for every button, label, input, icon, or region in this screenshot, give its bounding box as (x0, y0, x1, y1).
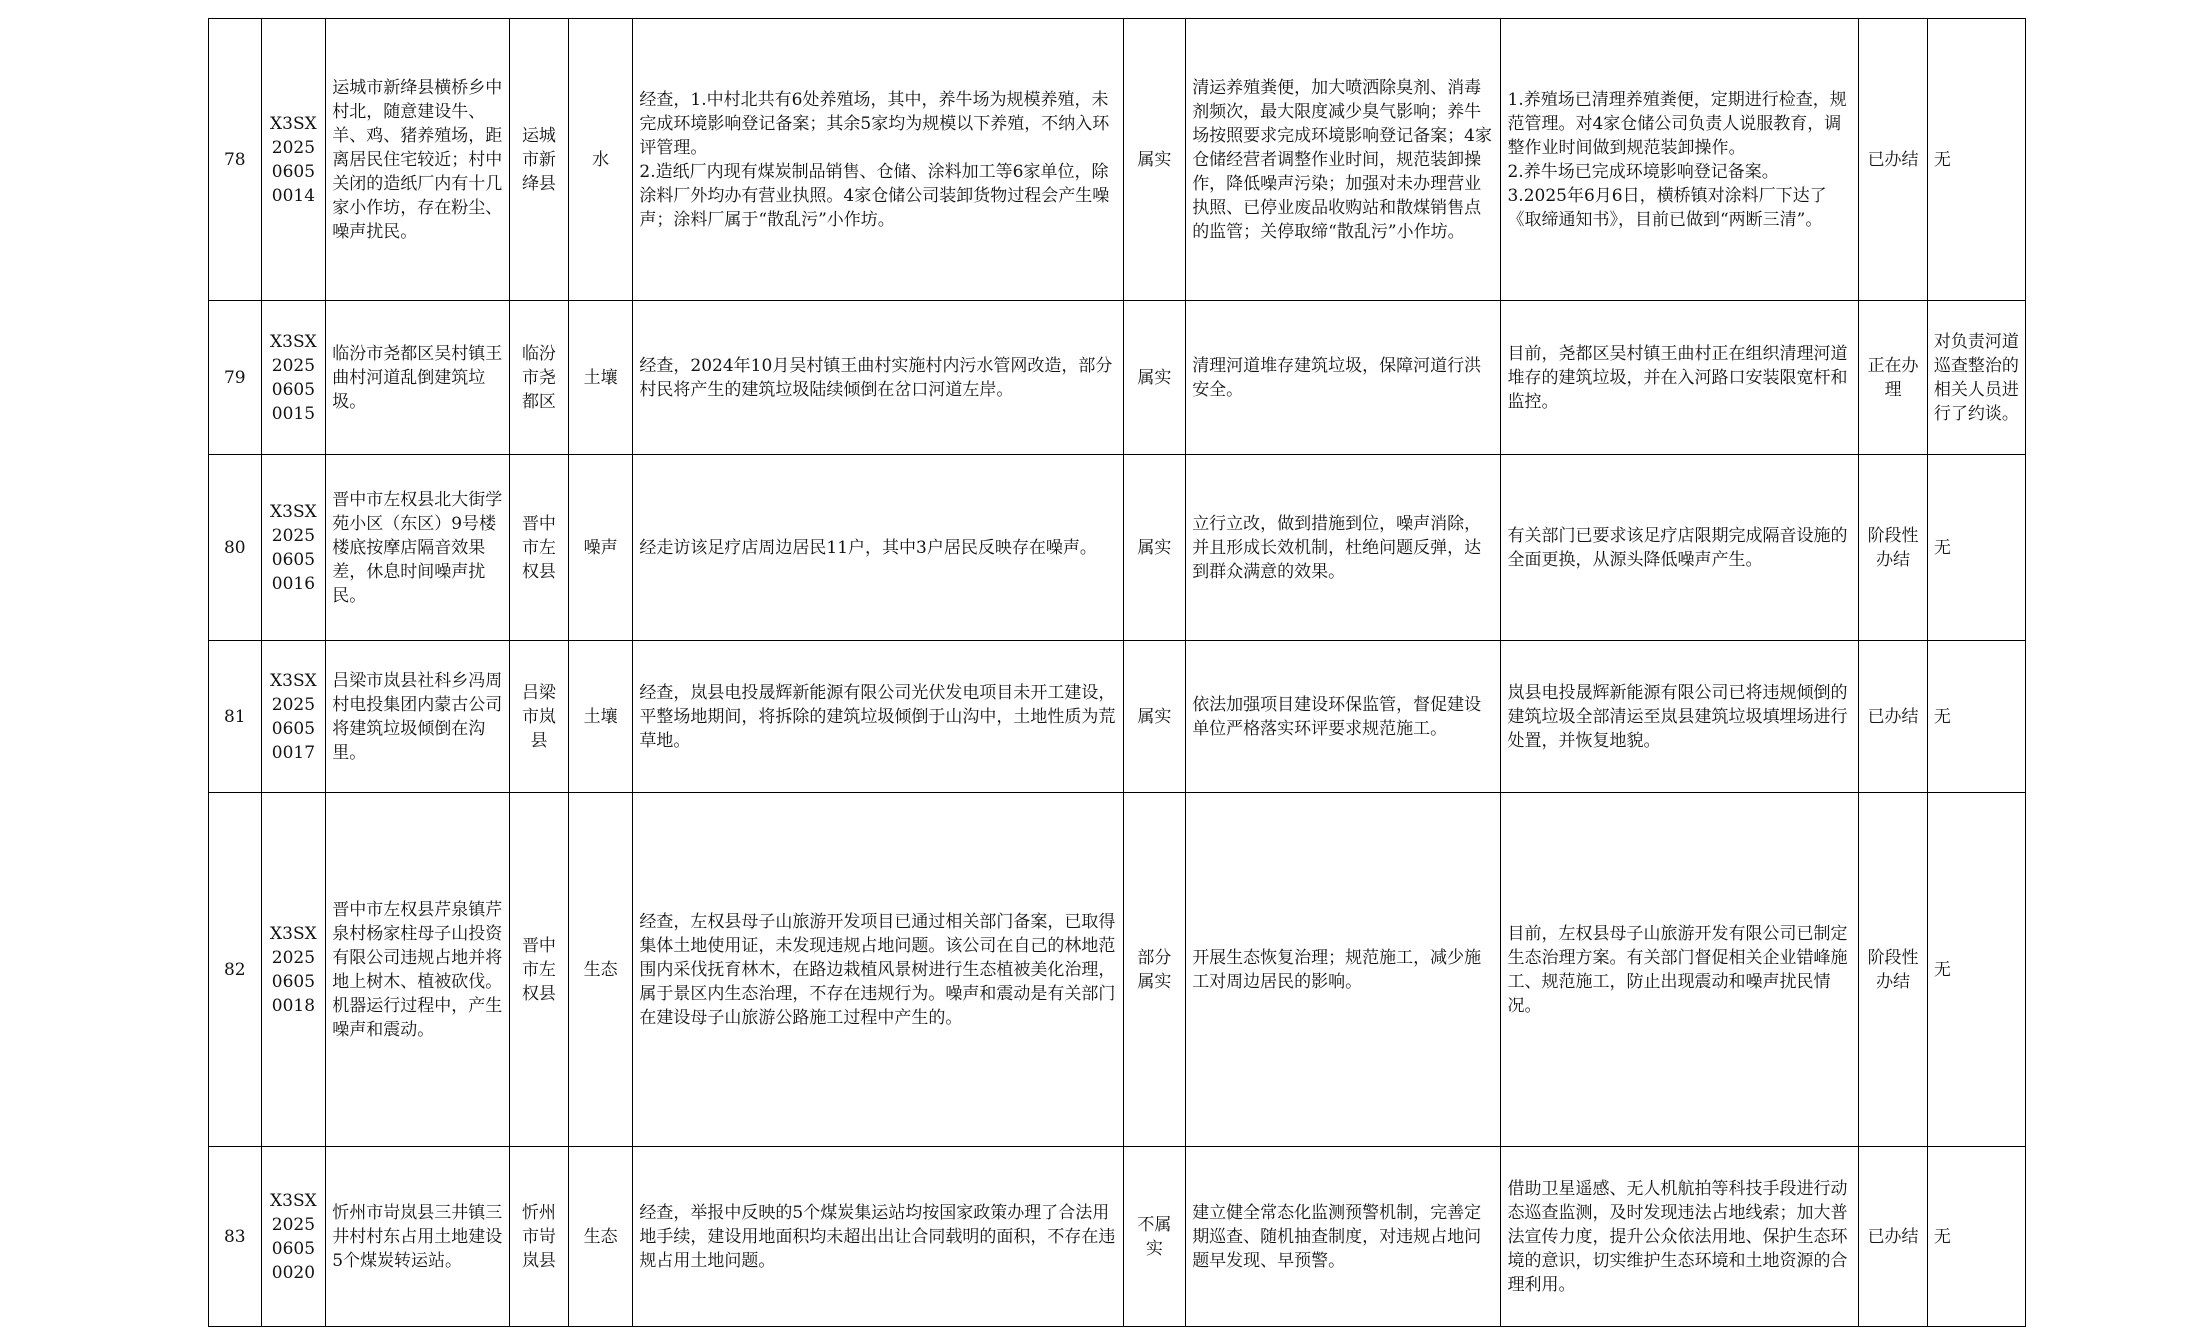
accountability-text: 无 (1927, 793, 2025, 1147)
status-text: 已办结 (1859, 641, 1928, 793)
case-code: X3SX20250605 0015 (261, 301, 326, 455)
investigation-result: 经查，举报中反映的5个煤炭集运站均按国家政策办理了合法用地手续，建设用地面积均未超出出让合同载明的面积，不存在违规占用土地问题。 (633, 1147, 1123, 1327)
verdict-badge: 不属实 (1123, 1147, 1186, 1327)
status-text: 阶段性办结 (1859, 455, 1928, 641)
status-text: 已办结 (1859, 19, 1928, 301)
complaint-text: 临汾市尧都区吴村镇王曲村河道乱倒建筑垃圾。 (326, 301, 510, 455)
rectification-measures: 目前，左权县母子山旅游开发有限公司已制定生态治理方案。有关部门督促相关企业错峰施工、规范施工，防止出现震动和噪声扰民情况。 (1501, 793, 1859, 1147)
region-name: 晋中市左权县 (510, 455, 569, 641)
table-row (209, 301, 2026, 455)
case-code: X3SX20250605 0016 (261, 455, 326, 641)
region-name: 晋中市左权县 (510, 793, 569, 1147)
region-name: 忻州市岢岚县 (510, 1147, 569, 1327)
rectification-goal: 立行立改，做到措施到位，噪声消除，并且形成长效机制，杜绝问题反弹，达到群众满意的效果。 (1186, 455, 1501, 641)
pollution-category: 生态 (568, 793, 633, 1147)
complaint-text: 运城市新绛县横桥乡中村北，随意建设牛、羊、鸡、猪养殖场，距离居民住宅较近；村中关闭的造纸厂内有十几家小作坊，存在粉尘、噪声扰民。 (326, 19, 510, 301)
status-text: 正在办理 (1859, 301, 1928, 455)
table-row (209, 641, 2026, 793)
table-row (209, 455, 2026, 641)
accountability-text: 无 (1927, 19, 2025, 301)
verdict-badge: 属实 (1123, 301, 1186, 455)
investigation-result: 经走访该足疗店周边居民11户，其中3户居民反映存在噪声。 (633, 455, 1123, 641)
complaint-table (208, 18, 2026, 1327)
row-number: 82 (209, 793, 262, 1147)
case-code: X3SX20250605 0017 (261, 641, 326, 793)
rectification-goal: 依法加强项目建设环保监管，督促建设单位严格落实环评要求规范施工。 (1186, 641, 1501, 793)
row-number: 78 (209, 19, 262, 301)
pollution-category: 水 (568, 19, 633, 301)
accountability-text: 无 (1927, 455, 2025, 641)
row-number: 79 (209, 301, 262, 455)
complaint-text: 吕梁市岚县社科乡冯周村电投集团内蒙古公司将建筑垃圾倾倒在沟里。 (326, 641, 510, 793)
table-row (209, 19, 2026, 301)
row-number: 80 (209, 455, 262, 641)
region-name: 吕梁市岚县 (510, 641, 569, 793)
complaint-text: 晋中市左权县芹泉镇芹泉村杨家柱母子山投资有限公司违规占地并将地上树木、植被砍伐。机器运行过程中，产生噪声和震动。 (326, 793, 510, 1147)
case-code: X3SX20250605 0014 (261, 19, 326, 301)
rectification-goal: 清理河道堆存建筑垃圾，保障河道行洪安全。 (1186, 301, 1501, 455)
rectification-measures: 目前，尧都区吴村镇王曲村正在组织清理河道堆存的建筑垃圾，并在入河路口安装限宽杆和监控。 (1501, 301, 1859, 455)
verdict-badge: 部分属实 (1123, 793, 1186, 1147)
row-number: 81 (209, 641, 262, 793)
verdict-badge: 属实 (1123, 641, 1186, 793)
pollution-category: 噪声 (568, 455, 633, 641)
rectification-measures: 有关部门已要求该足疗店限期完成隔音设施的全面更换，从源头降低噪声产生。 (1501, 455, 1859, 641)
rectification-measures: 1.养殖场已清理养殖粪便，定期进行检查，规范管理。对4家仓储公司负责人说服教育，调整作业时间做到规范装卸操作。 2.养牛场已完成环境影响登记备案。 3.2025年6月6日，横桥镇对涂料厂下达了《取缔通知书》，目前已做到“两断三清”。 (1501, 19, 1859, 301)
rectification-measures: 岚县电投晟辉新能源有限公司已将违规倾倒的建筑垃圾全部清运至岚县建筑垃圾填埋场进行处置，并恢复地貌。 (1501, 641, 1859, 793)
rectification-goal: 开展生态恢复治理；规范施工，减少施工对周边居民的影响。 (1186, 793, 1501, 1147)
status-text: 已办结 (1859, 1147, 1928, 1327)
investigation-result: 经查，左权县母子山旅游开发项目已通过相关部门备案，已取得集体土地使用证，未发现违规占地问题。该公司在自己的林地范围内采伐抚育林木，在路边栽植风景树进行生态植被美化治理，属于景区内生态治理，不存在违规行为。噪声和震动是有关部门在建设母子山旅游公路施工过程中产生的。 (633, 793, 1123, 1147)
pollution-category: 土壤 (568, 301, 633, 455)
row-number: 83 (209, 1147, 262, 1327)
rectification-goal: 建立健全常态化监测预警机制，完善定期巡查、随机抽查制度，对违规占地问题早发现、早预警。 (1186, 1147, 1501, 1327)
case-code: X3SX20250605 0018 (261, 793, 326, 1147)
table-row (209, 793, 2026, 1147)
investigation-result: 经查，1.中村北共有6处养殖场，其中，养牛场为规模养殖，未完成环境影响登记备案；其余5家均为规模以下养殖，不纳入环评管理。 2.造纸厂内现有煤炭制品销售、仓储、涂料加工等6家单位，除涂料厂外均办有营业执照。4家仓储公司装卸货物过程会产生噪声；涂料厂属于“散乱污”小作坊。 (633, 19, 1123, 301)
verdict-badge: 属实 (1123, 455, 1186, 641)
accountability-text: 无 (1927, 1147, 2025, 1327)
rectification-goal: 清运养殖粪便，加大喷洒除臭剂、消毒剂频次，最大限度减少臭气影响；养牛场按照要求完成环境影响登记备案；4家仓储经营者调整作业时间，规范装卸操作，降低噪声污染；加强对未办理营业执照、已停业废品收购站和散煤销售点的监管；关停取缔“散乱污”小作坊。 (1186, 19, 1501, 301)
table-row (209, 1147, 2026, 1327)
pollution-category: 土壤 (568, 641, 633, 793)
pollution-category: 生态 (568, 1147, 633, 1327)
verdict-badge: 属实 (1123, 19, 1186, 301)
accountability-text: 对负责河道巡查整治的相关人员进行了约谈。 (1927, 301, 2025, 455)
investigation-result: 经查，2024年10月吴村镇王曲村实施村内污水管网改造，部分村民将产生的建筑垃圾陆续倾倒在岔口河道左岸。 (633, 301, 1123, 455)
table-body (209, 19, 2026, 1327)
region-name: 临汾市尧都区 (510, 301, 569, 455)
investigation-result: 经查，岚县电投晟辉新能源有限公司光伏发电项目未开工建设，平整场地期间，将拆除的建筑垃圾倾倒于山沟中，土地性质为荒草地。 (633, 641, 1123, 793)
complaint-text: 忻州市岢岚县三井镇三井村村东占用土地建设5个煤炭转运站。 (326, 1147, 510, 1327)
status-text: 阶段性办结 (1859, 793, 1928, 1147)
complaint-text: 晋中市左权县北大街学苑小区（东区）9号楼楼底按摩店隔音效果差，休息时间噪声扰民。 (326, 455, 510, 641)
case-code: X3SX20250605 0020 (261, 1147, 326, 1327)
accountability-text: 无 (1927, 641, 2025, 793)
rectification-measures: 借助卫星遥感、无人机航拍等科技手段进行动态巡查监测，及时发现违法占地线索；加大普法宣传力度，提升公众依法用地、保护生态环境的意识，切实维护生态环境和土地资源的合理利用。 (1501, 1147, 1859, 1327)
region-name: 运城市新绛县 (510, 19, 569, 301)
